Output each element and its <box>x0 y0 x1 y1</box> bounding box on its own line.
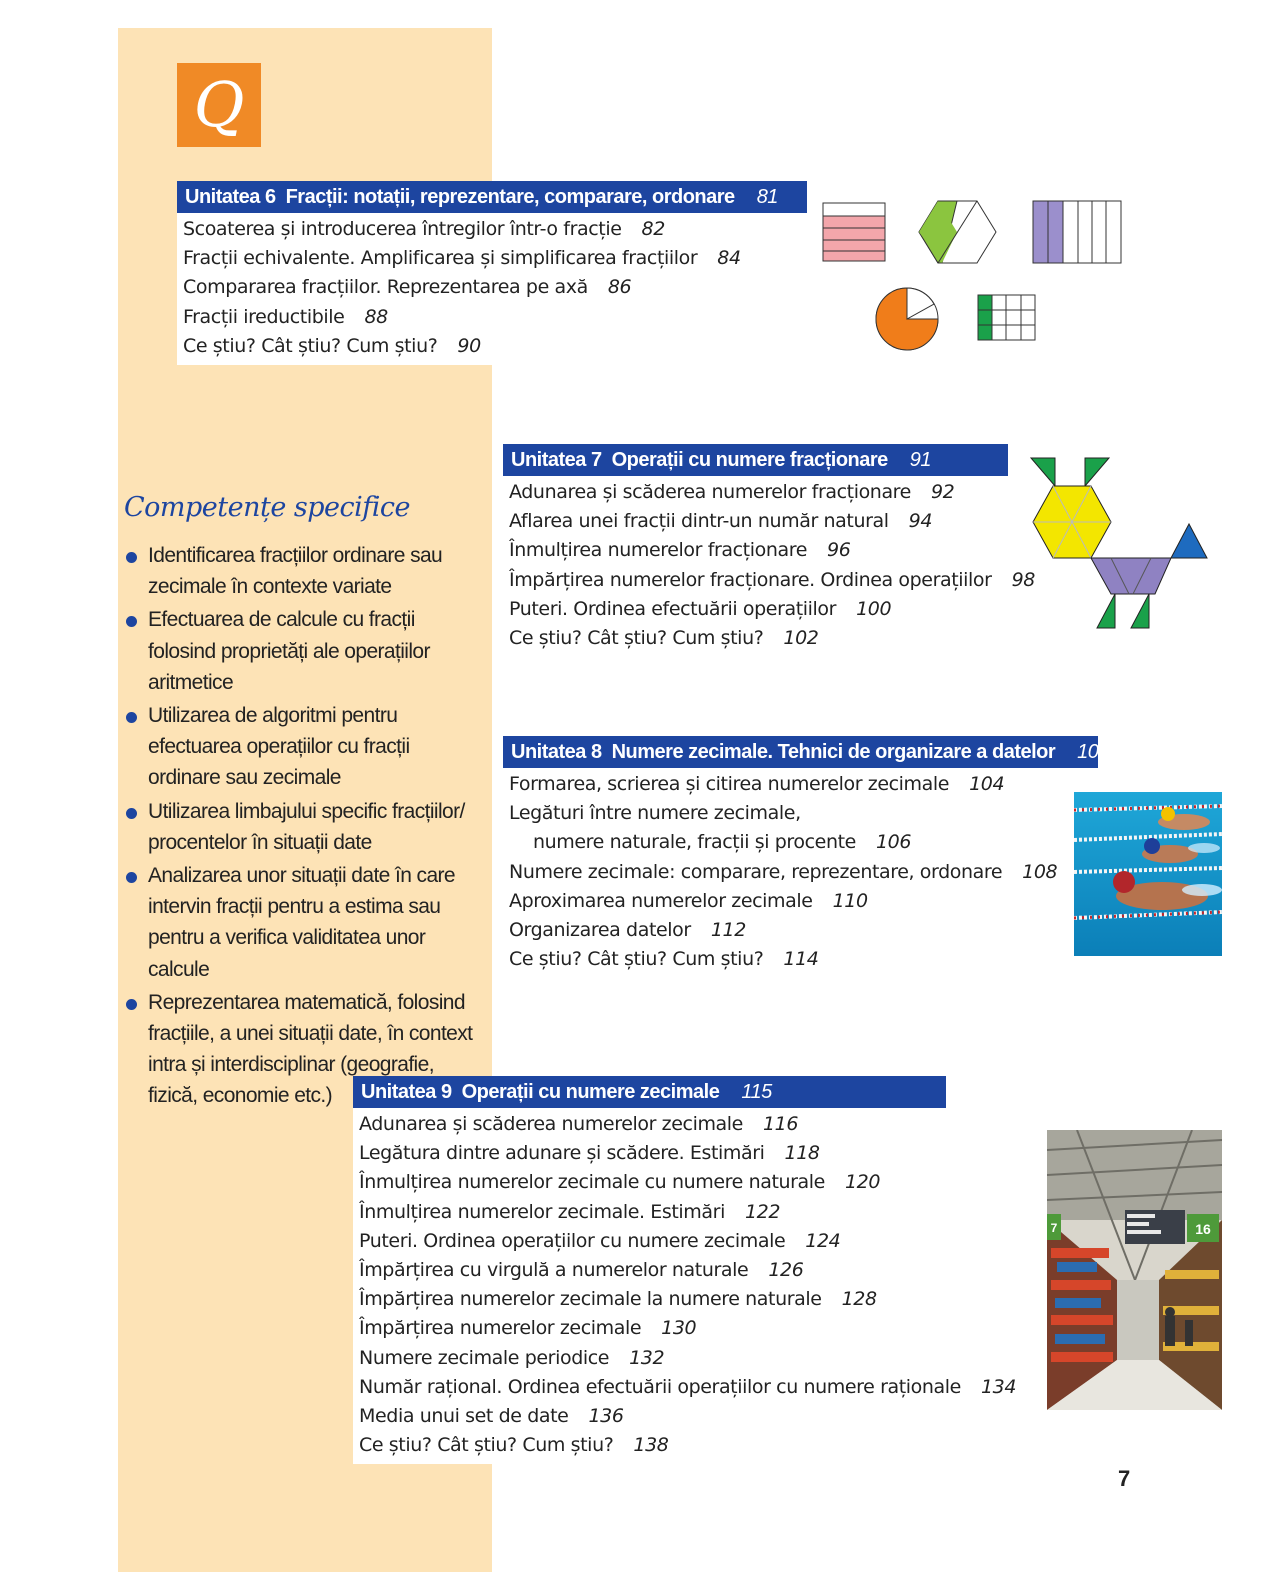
competency-item <box>124 540 484 602</box>
competency-item <box>124 700 484 794</box>
lesson-item[interactable] <box>509 507 1008 536</box>
lesson-page: 124 <box>805 1229 841 1252</box>
lesson-page: 110 <box>832 889 868 912</box>
competencies-title: Competențe specifice <box>124 492 411 523</box>
competency-text: Reprezentarea matematică, folosind fracțiile, a unei situații date, în context intra și interdisciplinar (geografie, fizică, economie etc.) <box>148 990 473 1108</box>
bullet-icon <box>126 999 137 1010</box>
unit-label: Unitatea 7 <box>511 449 602 471</box>
competency-text: Efectuarea de calcule cu fracții folosind proprietăți ale operațiilor aritmetice <box>148 608 430 694</box>
lesson-title: Împărțirea numerelor zecimale <box>359 1317 642 1340</box>
lesson-page: 102 <box>783 627 819 650</box>
lesson-item[interactable] <box>183 303 807 332</box>
hexagon-fraction-icon <box>919 201 996 263</box>
lesson-item[interactable] <box>509 828 1098 857</box>
lesson-page: 112 <box>710 919 746 942</box>
lesson-page: 132 <box>629 1346 665 1369</box>
unit-6-header[interactable] <box>177 181 807 213</box>
unit-label: Unitatea 8 <box>511 741 602 763</box>
lesson-item[interactable] <box>509 536 1008 565</box>
lesson-page: 114 <box>783 948 819 971</box>
unit-9 <box>353 1076 1038 1464</box>
unit-page: 103 <box>1077 741 1110 763</box>
lesson-page: 116 <box>762 1113 799 1135</box>
lesson-item[interactable] <box>359 1431 1038 1460</box>
lesson-item[interactable] <box>359 1256 1038 1285</box>
pie-fraction-icon <box>876 288 938 350</box>
bullet-icon <box>126 616 137 627</box>
unit-7-header[interactable] <box>503 444 1008 476</box>
lesson-title: Legături între numere zecimale, <box>509 802 801 825</box>
lesson-title: Aflarea unei fracții dintr-un număr natural <box>509 510 889 533</box>
lesson-item[interactable] <box>359 1285 1038 1314</box>
lesson-title: Împărțirea numerelor zecimale la numere naturale <box>359 1288 822 1311</box>
lesson-title: Formarea, scrierea și citirea numerelor zecimale <box>509 773 950 795</box>
lesson-item[interactable] <box>183 215 807 244</box>
competencies-list <box>124 540 484 1114</box>
logo-q-icon <box>177 63 261 147</box>
lesson-title: Fracții echivalente. Amplificarea și simplificarea fracțiilor <box>183 247 698 270</box>
competency-text: Utilizarea de algoritmi pentru efectuarea operațiilor cu fracții ordinare sau zecimale <box>148 704 410 790</box>
lesson-item[interactable] <box>509 916 1098 945</box>
lesson-page: 92 <box>930 481 955 503</box>
lesson-title: Înmulțirea numerelor fracționare <box>509 539 808 562</box>
unit-9-lessons <box>353 1108 1038 1464</box>
lesson-page: 96 <box>827 539 851 562</box>
lesson-title: Ce știu? Cât știu? Cum știu? <box>509 627 764 650</box>
lesson-title: Împărțirea numerelor fracționare. Ordinea operațiilor <box>509 568 992 591</box>
lesson-title: Legătura dintre adunare și scădere. Estimări <box>359 1142 765 1165</box>
lesson-item[interactable] <box>359 1139 1038 1168</box>
lesson-title: Aproximarea numerelor zecimale <box>509 889 813 912</box>
lesson-page: 128 <box>841 1288 877 1311</box>
lesson-page: 86 <box>607 276 632 299</box>
competency-item <box>124 796 484 858</box>
lesson-page: 118 <box>784 1142 820 1165</box>
lesson-item[interactable] <box>509 770 1098 799</box>
lesson-title: Ce știu? Cât știu? Cum știu? <box>183 334 438 357</box>
lesson-title: Fracții ireductibile <box>183 305 345 328</box>
lesson-title: Înmulțirea numerelor zecimale. Estimări <box>359 1200 725 1223</box>
lesson-page: 98 <box>1011 568 1035 591</box>
lesson-page: 88 <box>364 305 388 328</box>
grid-fraction-icon <box>978 295 1035 340</box>
lesson-item[interactable] <box>359 1314 1038 1343</box>
lesson-item[interactable] <box>509 624 1008 653</box>
lesson-page: 130 <box>661 1317 697 1340</box>
lesson-item[interactable] <box>509 799 1098 828</box>
unit-8-header[interactable] <box>503 736 1110 768</box>
lesson-page: 120 <box>844 1171 881 1194</box>
lesson-item[interactable] <box>359 1402 1038 1431</box>
aisle-sign-16: 16 <box>1195 1221 1211 1237</box>
lesson-page: 134 <box>980 1375 1017 1398</box>
lesson-title: Ce știu? Cât știu? Cum știu? <box>359 1434 614 1457</box>
unit-page: 81 <box>756 186 778 208</box>
swimmers-image <box>1074 792 1222 956</box>
logo-letter: Q <box>193 68 245 141</box>
unit-label: Unitatea 6 <box>185 186 276 208</box>
rectangle-fraction-icon <box>823 203 885 261</box>
unit-title: Numere zecimale. Tehnici de organizare a datelor <box>611 741 1056 763</box>
lesson-item[interactable] <box>359 1227 1038 1256</box>
bullet-icon <box>126 552 137 563</box>
unit-8 <box>503 736 1110 978</box>
fraction-shapes-illustration <box>815 195 1135 360</box>
bullet-icon <box>126 808 137 819</box>
lesson-item[interactable] <box>509 945 1098 974</box>
unit-6-lessons <box>177 213 807 365</box>
lesson-title: Împărțirea cu virgulă a numerelor naturale <box>359 1259 749 1282</box>
competency-text: Analizarea unor situații date în care intervin fracții pentru a estima sau pentru a verifica validitatea unor calcule <box>148 864 455 981</box>
tangram-animal-illustration <box>1025 452 1215 632</box>
lesson-title: Ce știu? Cât știu? Cum știu? <box>509 948 764 971</box>
lesson-page: 90 <box>457 334 481 357</box>
competency-text: Identificarea fracțiilor ordinare sau zecimale în contexte variate <box>148 544 443 599</box>
page-number: 7 <box>1118 1466 1131 1491</box>
lesson-item[interactable] <box>183 273 807 302</box>
lesson-item[interactable] <box>359 1168 1038 1197</box>
lesson-title: Înmulțirea numerelor zecimale cu numere naturale <box>359 1171 825 1194</box>
lesson-page: 82 <box>641 218 665 240</box>
lesson-page: 138 <box>633 1434 669 1457</box>
lesson-item[interactable] <box>509 478 1008 507</box>
unit-title: Fracții: notații, reprezentare, comparare, ordonare <box>285 186 735 208</box>
competency-text: Utilizarea limbajului specific fracțiilor/ procentelor în situații date <box>148 799 465 854</box>
unit-page: 115 <box>741 1081 772 1103</box>
unit-9-header[interactable] <box>353 1076 946 1108</box>
lesson-page: 94 <box>908 510 933 533</box>
lesson-title: Organizarea datelor <box>509 919 691 942</box>
lesson-item[interactable] <box>359 1344 1038 1373</box>
lesson-page: 104 <box>969 773 1005 795</box>
unit-label: Unitatea 9 <box>361 1081 452 1103</box>
lesson-item[interactable] <box>183 332 807 361</box>
unit-6 <box>177 181 807 365</box>
competency-item <box>124 604 484 698</box>
lesson-title: Număr rațional. Ordinea efectuării operațiilor cu numere raționale <box>359 1375 961 1398</box>
bullet-icon <box>126 872 137 883</box>
lesson-title: Media unui set de date <box>359 1405 569 1428</box>
lesson-item[interactable] <box>509 595 1008 624</box>
unit-title: Operații cu numere zecimale <box>461 1081 720 1103</box>
unit-page: 91 <box>909 449 932 471</box>
lesson-item[interactable] <box>359 1373 1038 1402</box>
lesson-title: numere naturale, fracții și procente <box>533 831 856 854</box>
lesson-page: 106 <box>875 831 912 854</box>
lesson-item[interactable] <box>359 1110 1038 1139</box>
lesson-title: Numere zecimale: comparare, reprezentare, ordonare <box>509 860 1003 883</box>
lesson-title: Numere zecimale periodice <box>359 1346 610 1369</box>
lesson-title: Scoaterea și introducerea întregilor într-o fracție <box>183 218 622 240</box>
unit-title: Operații cu numere fracționare <box>611 449 888 471</box>
bullet-icon <box>126 712 137 723</box>
lesson-page: 126 <box>768 1259 804 1282</box>
competency-item <box>124 860 484 985</box>
lesson-page: 136 <box>588 1405 624 1428</box>
unit-7 <box>503 444 1035 657</box>
unit-7-lessons <box>503 476 1035 657</box>
lesson-title: Adunarea și scăderea numerelor zecimale <box>359 1113 743 1135</box>
strips-fraction-icon <box>1033 201 1121 263</box>
supermarket-photo <box>1047 1130 1222 1410</box>
lesson-page: 108 <box>1022 860 1058 883</box>
lesson-title: Compararea fracțiilor. Reprezentarea pe axă <box>183 276 588 299</box>
swimmers-photo <box>1074 792 1222 956</box>
supermarket-image <box>1047 1130 1222 1410</box>
lesson-item[interactable] <box>509 858 1098 887</box>
lesson-title: Adunarea și scăderea numerelor fracționare <box>509 481 911 503</box>
lesson-title: Puteri. Ordinea operațiilor cu numere zecimale <box>359 1229 786 1252</box>
lesson-item[interactable] <box>359 1198 1038 1227</box>
lesson-item[interactable] <box>509 566 1035 595</box>
lesson-page: 122 <box>744 1200 781 1223</box>
lesson-page: 100 <box>856 597 892 620</box>
lesson-item[interactable] <box>509 887 1098 916</box>
aisle-sign-7: 7 <box>1050 1221 1058 1235</box>
lesson-item[interactable] <box>183 244 807 273</box>
lesson-title: Puteri. Ordinea efectuării operațiilor <box>509 597 837 620</box>
lesson-page: 84 <box>717 247 741 270</box>
unit-8-lessons <box>503 768 1098 978</box>
